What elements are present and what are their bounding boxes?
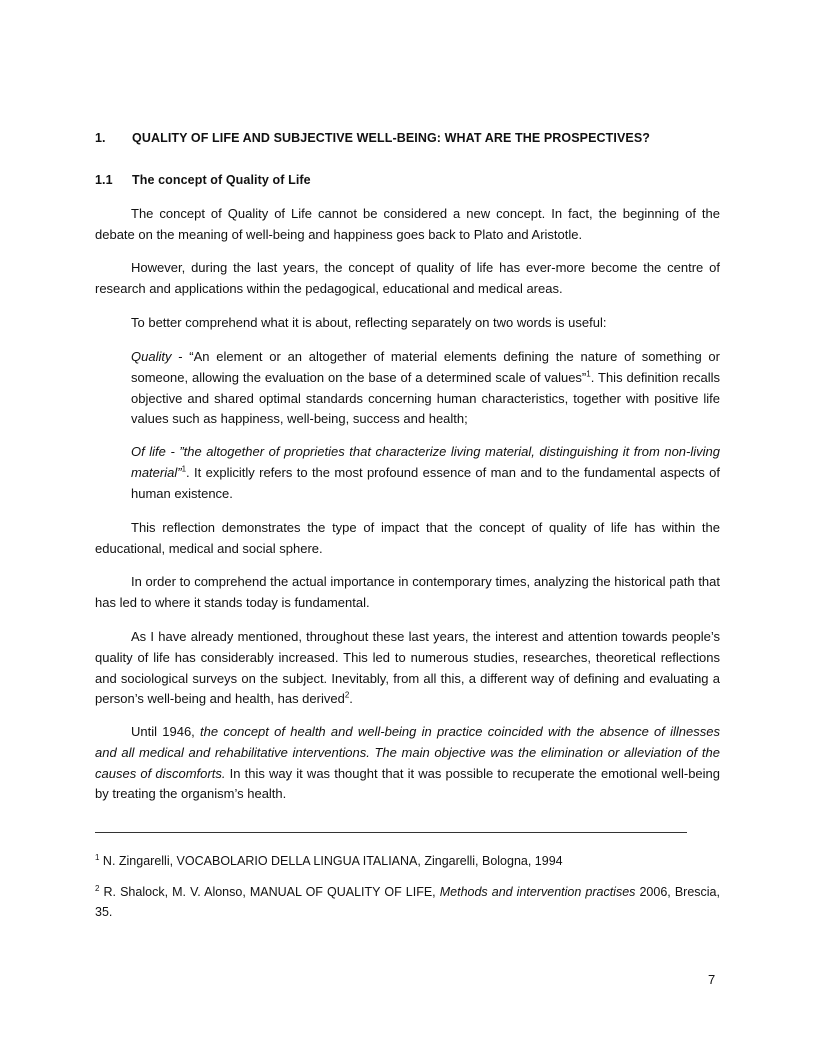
- footnote-1: [95, 851, 720, 871]
- quality-quote: - “An element or an altogether of material elements defining the nature of something or someone, allowing the evaluation on the base of a determined scale of values”: [131, 349, 720, 385]
- footnote-1-number: 1: [95, 852, 100, 862]
- footnote-2: [95, 882, 720, 922]
- footnote-2-rest: 2006, Brescia, 35.: [95, 885, 720, 919]
- subsection-title: The concept of Quality of Life: [132, 173, 311, 187]
- paragraph-5: In order to comprehend the actual importance in contemporary times, analyzing the historical path that has led to where it stands today is fundamental.: [95, 574, 720, 610]
- paragraph-6-end: .: [349, 691, 353, 707]
- paragraph-1: The concept of Quality of Life cannot be considered a new concept. In fact, the beginning of the debate on the meaning of well-being and happiness goes back to Plato and Aristotle.: [95, 206, 720, 242]
- section-number: 1.: [95, 131, 106, 145]
- footnote-1-text: N. Zingarelli, VOCABOLARIO DELLA LINGUA ITALIANA, Zingarelli, Bologna, 1994: [99, 854, 563, 868]
- subsection-number: 1.1: [95, 173, 113, 187]
- footnote-ref-1: 1: [586, 369, 591, 379]
- page-number: 7: [708, 972, 716, 987]
- quality-explanation: . This definition recalls objective and shared optimal standards concerning human characteristics, together with positive life values such as happiness, well-being, success and health;: [131, 369, 720, 427]
- paragraph-7: [95, 722, 720, 805]
- paragraph-4: This reflection demonstrates the type of impact that the concept of quality of life has within the educational, medical and social sphere.: [95, 520, 720, 556]
- paragraph-6-text: As I have already mentioned, throughout these last years, the interest and attention towards people’s quality of life has considerably increased. This led to numerous studies, researches, theoretical reflections and sociological surveys on the subject. Inevitably, from all this, a different way of defining and evaluating a person’s well-being and health, has derived: [95, 629, 720, 707]
- paragraph-3: To better comprehend what it is about, reflecting separately on two words is useful:: [131, 315, 607, 330]
- paragraph-2: However, during the last years, the concept of quality of life has ever-more become the centre of research and applications within the pedagogical, educational and medical areas.: [95, 260, 720, 296]
- paragraph-7-italic: the concept of health and well-being in practice coincided with the absence of illnesses and all medical and rehabilitative interventions. The main objective was the elimination or alleviation of the causes of discomforts.: [95, 724, 721, 781]
- definition-quality: [131, 347, 720, 430]
- footnote-separator: [95, 832, 687, 833]
- footnote-ref-2: 2: [344, 691, 350, 701]
- term-quality: Quality: [131, 349, 172, 364]
- paragraph-7-lead: Until 1946,: [131, 724, 201, 739]
- of-life-quote: Of life - ”the altogether of proprieties that characterize living material, distinguishing it from non-living material”: [131, 444, 720, 480]
- section-heading: [95, 131, 650, 145]
- section-title: QUALITY OF LIFE AND SUBJECTIVE WELL-BEING: WHAT ARE THE PROSPECTIVES?: [132, 131, 651, 145]
- paragraph-6: [95, 627, 720, 710]
- footnote-ref-1b: 1: [181, 464, 187, 474]
- footnote-2-number: 2: [95, 883, 100, 893]
- definition-of-life: [131, 442, 720, 504]
- subsection-heading: [95, 173, 311, 187]
- footnote-2-italic: Methods and intervention practises: [439, 885, 636, 899]
- of-life-explanation: . It explicitly refers to the most profound essence of man and to the fundamental aspects of human existence.: [131, 464, 720, 501]
- footnote-2-text: R. Shalock, M. V. Alonso, MANUAL OF QUALITY OF LIFE,: [99, 885, 440, 899]
- paragraph-7-rest: In this way it was thought that it was possible to recuperate the emotional well-being by treating the organism’s health.: [95, 765, 721, 802]
